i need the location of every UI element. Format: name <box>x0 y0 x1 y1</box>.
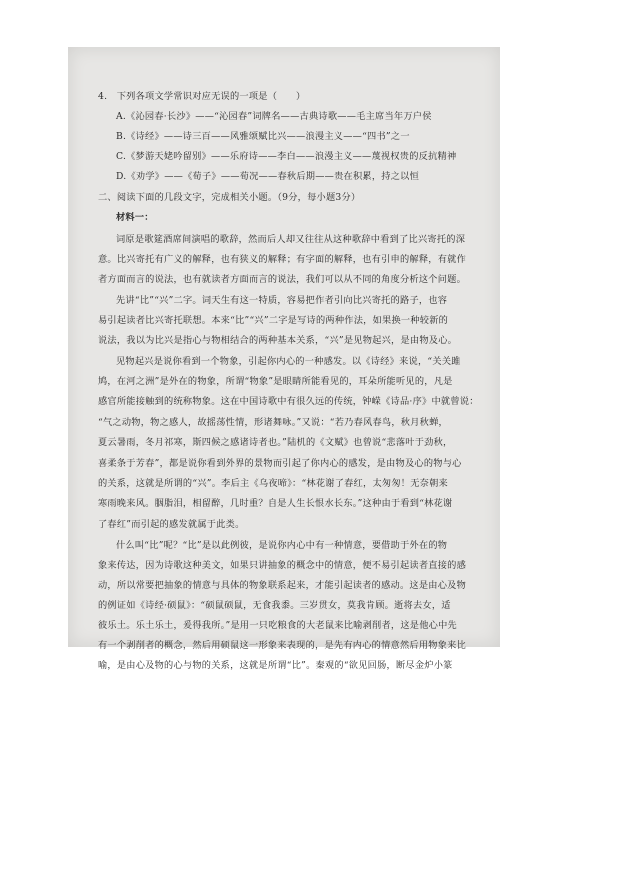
question-4-option-c: C.《梦游天姥吟留别》——乐府诗——李白——浪漫主义——蔑视权贵的反抗精神 <box>116 151 457 162</box>
passage-line: 说法，我以为比兴是指心与物相结合的两种基本关系，“兴”是见物起兴，是由物及心。 <box>98 335 458 346</box>
passage-line: 什么叫“比”呢？“比”是以此例彼，是说你内心中有一种情意，要借助于外在的物 <box>116 540 448 551</box>
question-4-option-d: D.《劝学》——《荀子》——荀况——春秋后期——贵在积累，持之以恒 <box>116 171 420 182</box>
question-4-option-a: A.《沁园春·长沙》——“沁园春”词牌名——古典诗歌——毛主席当年万户侯 <box>116 111 432 122</box>
material-label: 材料一： <box>116 212 154 223</box>
passage-line: 词原是歌筵酒席间演唱的歌辞，然而后人却又往往从这种歌辞中看到了比兴寄托的深 <box>116 234 466 245</box>
passage-line: 夏云暑雨，冬月祁寒，斯四候之感诸诗者也。”陆机的《文赋》也曾说“悲落叶于劲秋， <box>98 437 453 448</box>
passage-line: 的例证如《诗经·硕鼠》：“硕鼠硕鼠，无食我黍。三岁贯女，莫我肯顾。逝将去女，适 <box>98 600 451 611</box>
passage-line: 了春红”而引起的感发就属于此类。 <box>98 519 245 530</box>
passage-line: 动，所以常要把抽象的情意与具体的物象联系起来，才能引起读者的感动。这是由心及物 <box>98 580 467 591</box>
question-4-option-b: B.《诗经》——诗三百——风雅颂赋比兴——浪漫主义——“四书”之一 <box>116 131 410 142</box>
passage-line: 意。比兴寄托有广义的解释，也有狭义的解释；有字面的解释，也有引申的解释，有就作 <box>98 254 467 265</box>
passage-line: 彼乐土。乐土乐土，爰得我所。”是用一只吃粮食的大老鼠来比喻剥削者，这是他心中先 <box>98 620 457 631</box>
passage-line: 寒雨晚来风。胭脂泪，相留醉，几时重？自是人生长恨水长东。”这种由于看到“林花谢 <box>98 498 453 509</box>
section-heading: 二、阅读下面的几段文字，完成相关小题。（9分，每小题3分） <box>98 192 361 203</box>
passage-line: 见物起兴是说你看到一个物象，引起你内心的一种感发。以《诗经》来说，“关关雎 <box>116 356 461 367</box>
passage-line: 的关系，这就是所谓的“兴”。李后主《乌夜啼》：“林花谢了春红，太匆匆！无奈朝来 <box>98 478 448 489</box>
scanned-page <box>68 47 500 671</box>
passage-line: 先讲“比”“兴”二字。词天生有这一特质，容易把作者引向比兴寄托的路子，也容 <box>116 295 448 306</box>
passage-line: 有一个剥削者的概念，然后用硕鼠这一形象来表现的，是先有内心的情意然后用物象来比 <box>98 640 467 651</box>
passage-line: 喜柔条于芳春”，都是说你看到外界的景物而引起了你内心的感发，是由物及心的物与心 <box>98 458 462 469</box>
passage-line: 者方面而言的说法，也有就读者方面而言的说法，我们可以从不同的角度分析这个问题。 <box>98 274 467 285</box>
passage-line: 感官所能接触到的统称物象。这在中国诗歌中有很久远的传统，钟嵘《诗品·序》中就曾说： <box>98 396 479 407</box>
passage-line: 易引起读者比兴寄托联想。本来“比”“兴”二字是写诗的两种作法，如果换一种较新的 <box>98 315 449 326</box>
passage-line: 象来传达，因为诗歌这种美文，如果只讲抽象的概念中的情意，便不易引起读者直接的感 <box>98 560 467 571</box>
passage-line: 喻，是由心及物的心与物的关系，这就是所谓“比”。秦观的“欲见回肠，断尽金炉小篆 <box>98 660 453 671</box>
passage-line: “气之动物，物之感人，故摇荡性情，形诸舞咏。”又说：“若乃春风春鸟，秋月秋蝉， <box>98 417 448 428</box>
passage-line: 鸠，在河之洲”是外在的物象，所谓“物象”是眼睛所能看见的，耳朵所能听见的，凡是 <box>98 376 453 387</box>
question-4-stem: 4. 下列各项文学常识对应无误的一项是（ ） <box>98 91 306 102</box>
